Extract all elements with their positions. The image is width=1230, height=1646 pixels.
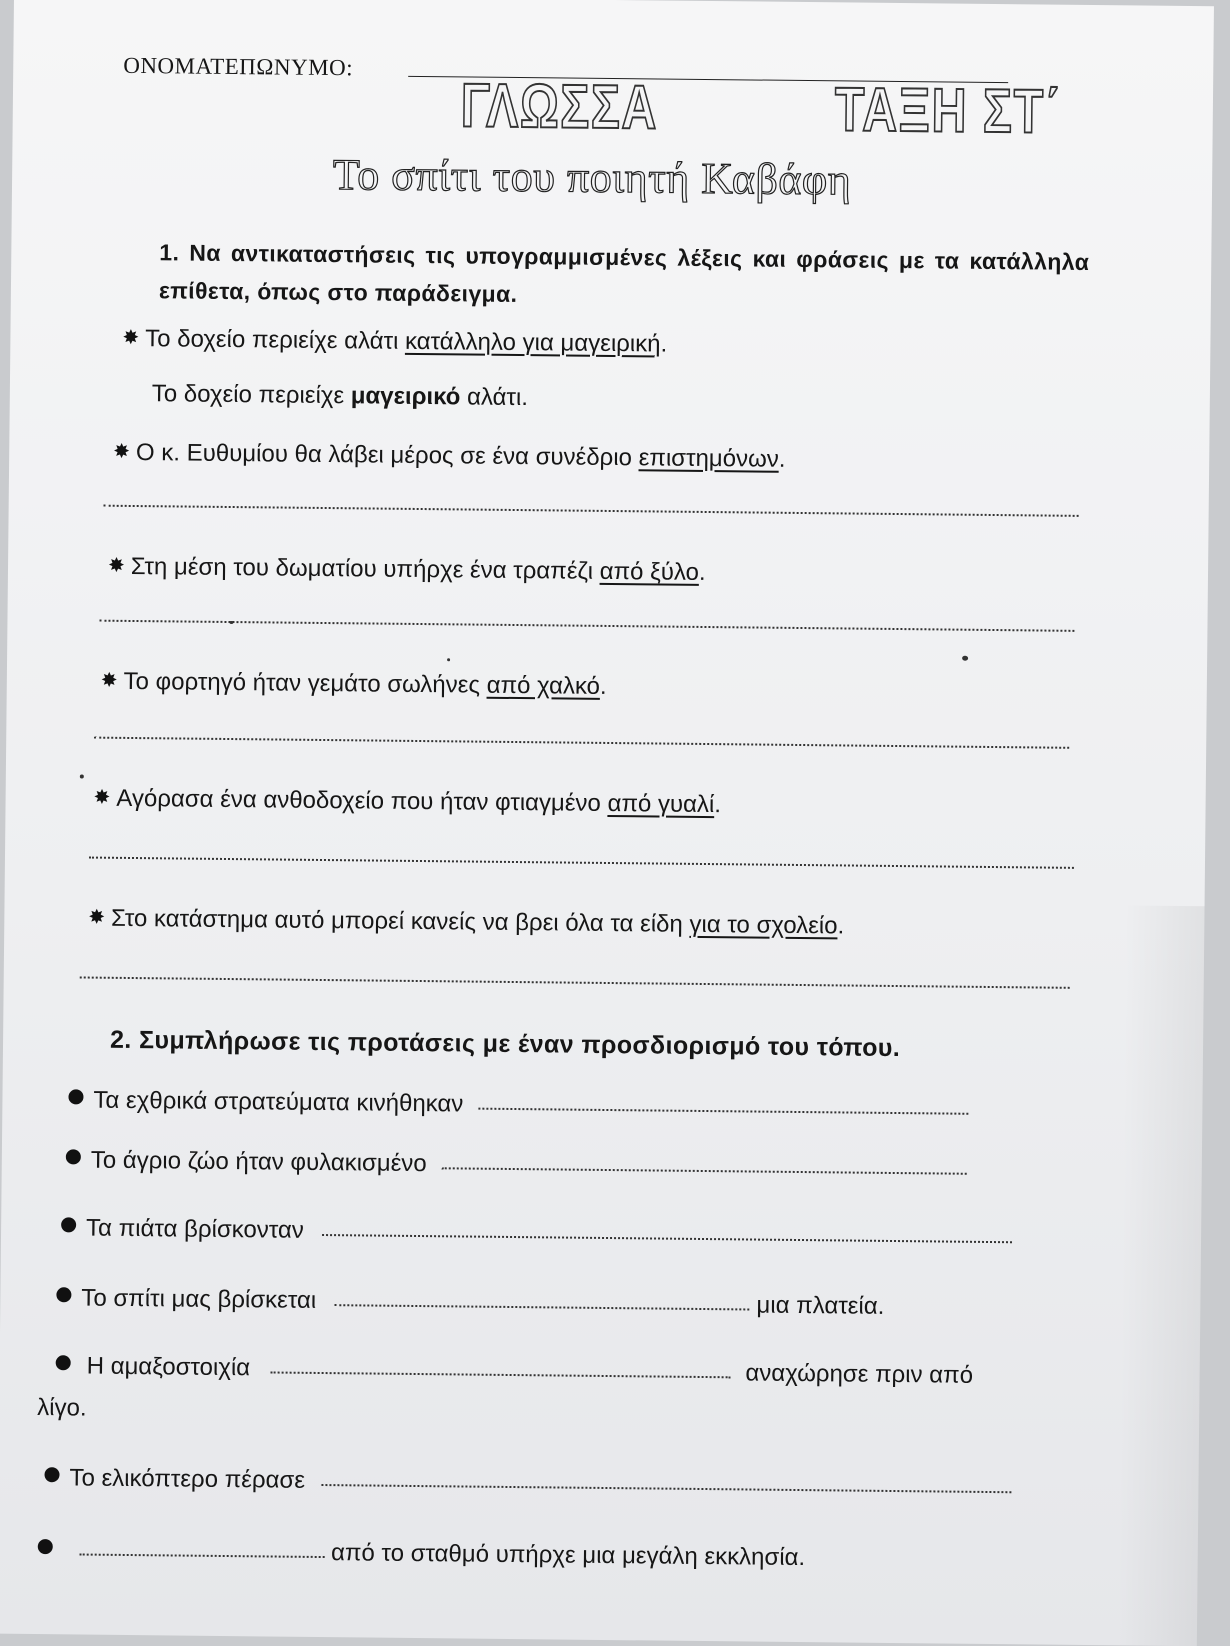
item-underlined: επιστημόνων: [638, 444, 779, 473]
item-before: Το άγριο ζώο ήταν φυλακισμένο: [90, 1146, 427, 1178]
star-bullet-icon: ✸: [100, 669, 118, 692]
item-before: Τα πιάτα βρίσκονταν: [85, 1214, 304, 1244]
name-label: ΟΝΟΜΑΤΕΠΩΝΥΜΟ:: [123, 52, 354, 81]
item-continuation: λίγο.: [37, 1394, 87, 1422]
answer-line-2[interactable]: [99, 620, 1074, 632]
answer-line-4[interactable]: [89, 857, 1074, 869]
example-after: .: [660, 330, 668, 358]
item-after: μια πλατεία.: [756, 1291, 885, 1320]
bullet-icon: [66, 1149, 81, 1164]
fill-blank-7[interactable]: [79, 1553, 324, 1558]
item-underlined: από γυαλί: [607, 789, 715, 819]
item-before: Τα εχθρικά στρατεύματα κινήθηκαν: [93, 1086, 464, 1118]
example-sentence: [122, 325, 667, 359]
fill-blank-4[interactable]: [335, 1304, 750, 1310]
item-before: Ο κ. Ευθυμίου θα λάβει μέρος σε ένα συνέδριο: [135, 439, 639, 472]
exercise1-item: [108, 553, 706, 587]
example-answer-bold: μαγειρικό: [350, 382, 461, 411]
exercise1-item: [113, 439, 786, 474]
example-underlined: κατάλληλο για μαγειρική: [404, 327, 661, 358]
item-after: .: [837, 912, 845, 940]
print-speck: [447, 658, 450, 661]
print-speck: [962, 656, 968, 661]
bullet-icon: [38, 1539, 53, 1554]
item-after: .: [698, 558, 706, 586]
item-before: Στη μέση του δωματίου υπήρχε ένα τραπέζι: [130, 552, 600, 585]
example-before: Το δοχείο περιείχε αλάτι: [145, 325, 406, 355]
fill-blank-2[interactable]: [441, 1167, 966, 1174]
item-before: Το ελικόπτερο πέρασε: [69, 1464, 306, 1494]
page-title: Το σπίτι του ποιητή Καβάφη: [332, 150, 852, 205]
example-answer-before: Το δοχείο περιείχε: [151, 380, 351, 410]
exercise2-item: [66, 1146, 967, 1183]
paper-shadow: [1117, 905, 1205, 1646]
item-after: αναχώρησε πριν από: [745, 1359, 974, 1389]
exercise2-item: [61, 1214, 1013, 1252]
item-before: Η αμαξοστοιχία: [86, 1352, 251, 1382]
exercise2-item: [52, 1352, 974, 1390]
print-speck: [80, 774, 84, 778]
exercise1-item: [93, 785, 721, 820]
example-answer-after: αλάτι.: [460, 383, 529, 412]
item-after: .: [599, 672, 607, 700]
bullet-icon: [44, 1467, 59, 1482]
fill-blank-3[interactable]: [322, 1234, 1012, 1243]
exercise1-item: [88, 905, 844, 941]
subject-title: ΓΛΩΣΣΑ: [460, 71, 659, 143]
exercise2-item: [56, 1284, 884, 1321]
grade-title: ΤΑΞΗ ΣΤ΄: [834, 75, 1063, 147]
exercise2-item: [44, 1464, 1011, 1502]
print-speck: [229, 621, 233, 624]
item-before: Το σπίτι μας βρίσκεται: [81, 1284, 317, 1314]
item-before: Το φορτηγό ήταν γεμάτο σωλήνες: [123, 667, 487, 699]
star-bullet-icon: ✸: [122, 326, 140, 350]
bullet-icon: [61, 1217, 76, 1232]
item-after: .: [778, 445, 786, 473]
exercise1-item: [101, 668, 607, 701]
item-before: Στο κατάστημα αυτό μπορεί κανείς να βρει όλα τα είδη: [110, 904, 690, 938]
answer-line-3[interactable]: [94, 737, 1069, 749]
item-after: .: [714, 791, 722, 819]
item-underlined: από χαλκό: [486, 671, 601, 700]
fill-blank-6[interactable]: [322, 1484, 1012, 1493]
item-underlined: για το σχολείο: [689, 910, 838, 940]
star-bullet-icon: ✸: [93, 786, 111, 809]
item-after: από το σταθμό υπήρχε μια μεγάλη εκκλησία.: [330, 1539, 806, 1572]
item-before: Αγόρασα ένα ανθοδοχείο που ήταν φτιαγμένο: [116, 784, 608, 817]
answer-line-5[interactable]: [80, 976, 1070, 988]
example-answer: [152, 380, 528, 412]
exercise2-item: [38, 1536, 806, 1572]
star-bullet-icon: ✸: [107, 554, 125, 577]
answer-line-1[interactable]: [104, 505, 1079, 517]
bullet-icon: [68, 1089, 83, 1104]
exercise2-item: [68, 1086, 968, 1123]
exercise2-instruction: 2. Συμπλήρωσε τις προτάσεις με έναν προσδιορισμό του τόπου.: [109, 1025, 901, 1063]
bullet-icon: [56, 1355, 71, 1370]
fill-blank-5[interactable]: [271, 1371, 731, 1378]
item-underlined: από ξύλο: [599, 557, 700, 586]
fill-blank-1[interactable]: [478, 1108, 968, 1115]
bullet-icon: [56, 1287, 71, 1302]
exercise1-instruction: 1. Να αντικαταστήσεις τις υπογραμμισμένες λέξεις και φράσεις με τα κατάλληλα επίθετα, όπως στο παράδειγμα.: [158, 239, 1090, 308]
star-bullet-icon: ✸: [88, 906, 106, 929]
star-bullet-icon: ✸: [113, 440, 131, 463]
